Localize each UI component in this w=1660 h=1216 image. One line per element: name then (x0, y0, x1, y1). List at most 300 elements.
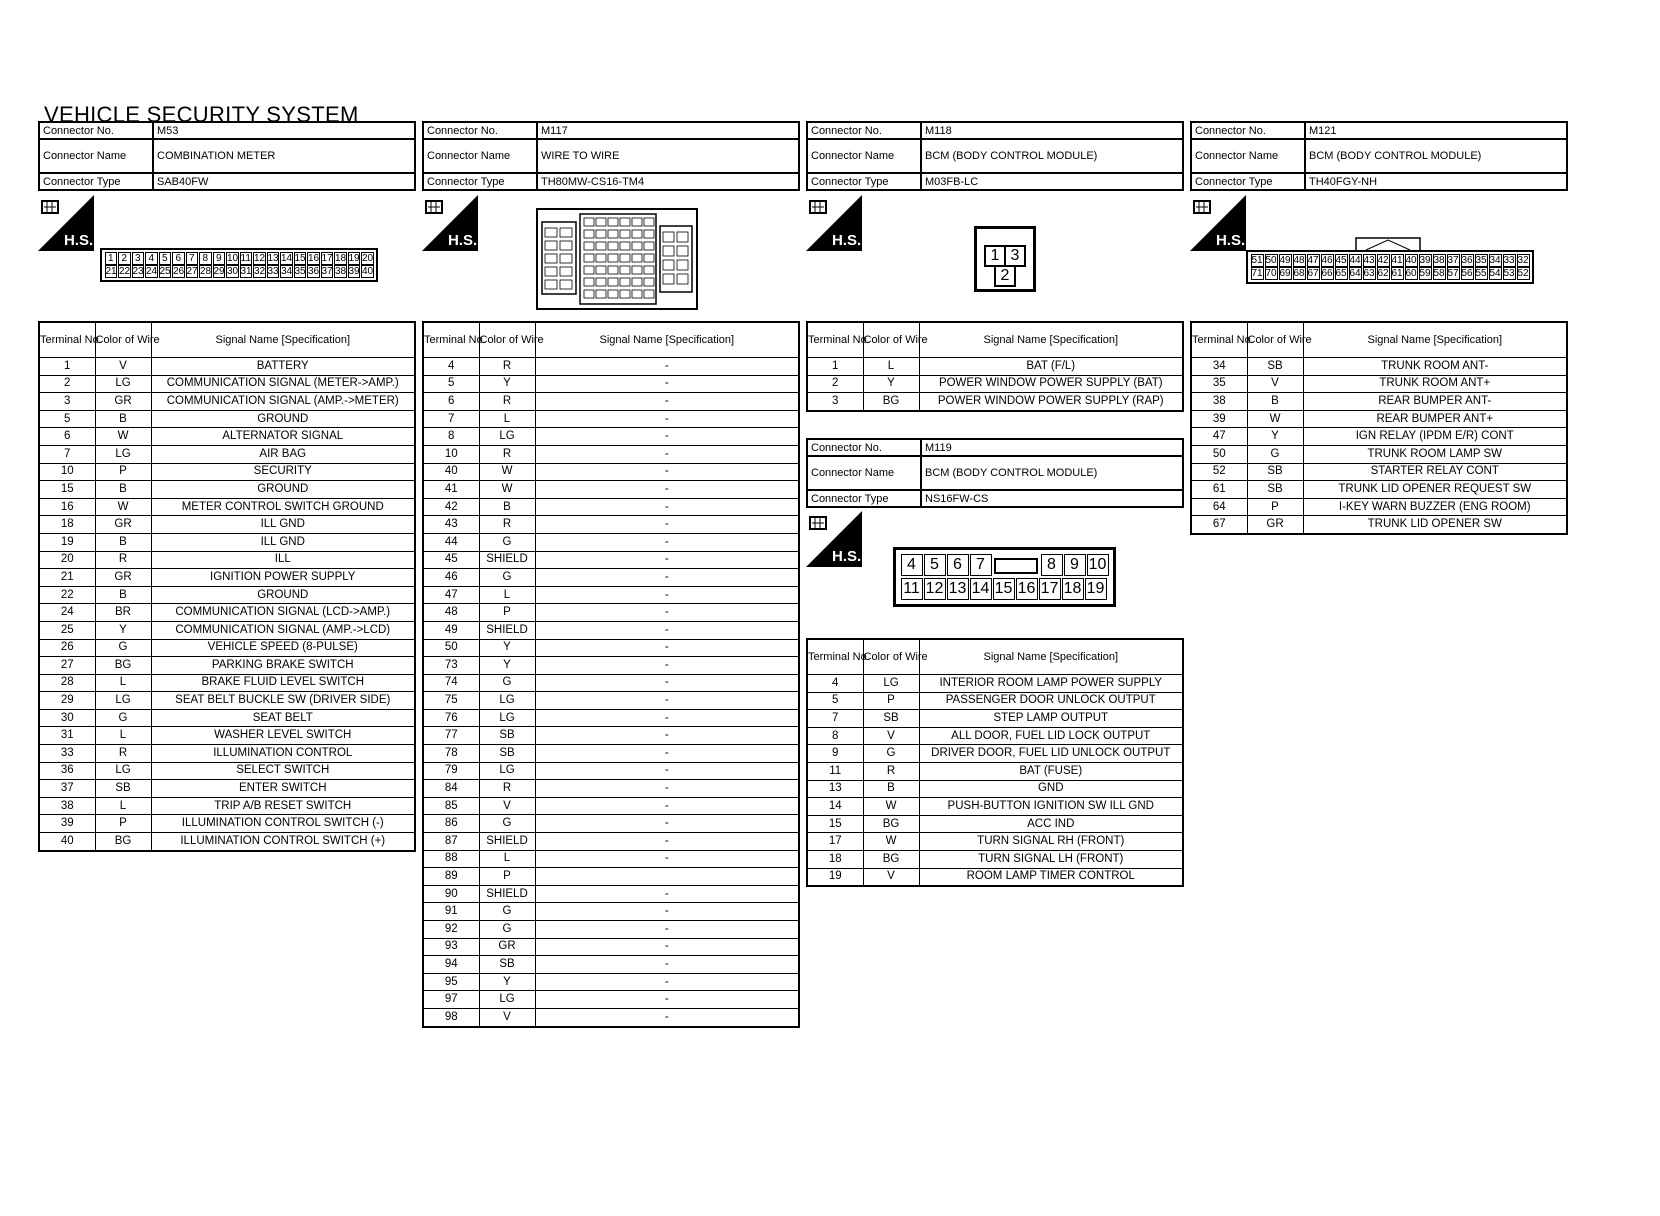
table-row (39, 639, 415, 657)
pin-number: 43 (1363, 255, 1375, 266)
terminal-no: 6 (39, 428, 95, 446)
terminal-no: 61 (1191, 481, 1247, 499)
wire-color: G (863, 745, 919, 763)
table-row (39, 833, 415, 851)
pin-number: 22 (119, 266, 131, 277)
pin-number: 37 (321, 266, 333, 277)
terminal-no: 67 (1191, 516, 1247, 534)
pin-number: 3 (132, 252, 145, 265)
terminal-no: 39 (39, 815, 95, 833)
table-row (39, 375, 415, 393)
terminal-no: 9 (807, 745, 863, 763)
pin-number: 1 (105, 252, 118, 265)
terminal-no: 15 (807, 815, 863, 833)
signal-name: - (535, 481, 799, 499)
table-row (423, 745, 799, 763)
table-row (39, 393, 415, 411)
wire-color: L (95, 797, 151, 815)
pin-number: 8 (199, 252, 212, 265)
pin-number: 38 (1433, 255, 1445, 266)
pin-number: 45 (1335, 255, 1347, 266)
signal-name: BAT (F/L) (919, 358, 1183, 376)
pin-number: 25 (159, 266, 171, 277)
col-terminal: Terminal No. (39, 322, 95, 358)
terminal-no: 47 (423, 586, 479, 604)
pin-number: 49 (1279, 255, 1291, 266)
col-signal: Signal Name [Specification] (919, 639, 1183, 675)
info-value: BCM (BODY CONTROL MODULE) (921, 456, 1183, 490)
wire-color: W (95, 498, 151, 516)
table-row (423, 833, 799, 851)
table-row (423, 956, 799, 974)
info-row (1191, 173, 1567, 190)
info-label: Connector No. (423, 122, 537, 139)
table-row (39, 657, 415, 675)
info-value: M118 (921, 122, 1183, 139)
table-row (423, 551, 799, 569)
terminal-table (1190, 321, 1568, 535)
pin-number: 31 (240, 266, 252, 277)
pin-number: 38 (335, 266, 347, 277)
signal-name: - (535, 833, 799, 851)
terminal-no: 10 (39, 463, 95, 481)
wire-color: SHIELD (479, 551, 535, 569)
hs-label: H.S. (832, 548, 862, 565)
info-row (423, 122, 799, 139)
wire-color: W (863, 833, 919, 851)
connector-info-table (1190, 121, 1568, 191)
harness-side-icon (422, 195, 478, 251)
info-label: Connector No. (807, 122, 921, 139)
pin-number: 57 (1447, 268, 1459, 279)
wire-color: BR (95, 604, 151, 622)
signal-name: - (535, 586, 799, 604)
wire-color: LG (479, 991, 535, 1009)
table-row (423, 498, 799, 516)
pin-number: 29 (213, 266, 225, 277)
info-row (807, 490, 1183, 507)
wire-color: BG (863, 393, 919, 411)
signal-name: TRUNK LID OPENER REQUEST SW (1303, 481, 1567, 499)
terminal-no: 26 (39, 639, 95, 657)
wire-color: LG (479, 709, 535, 727)
terminal-no: 45 (423, 551, 479, 569)
terminal-no: 19 (807, 868, 863, 886)
signal-name: - (535, 445, 799, 463)
wire-color: Y (1247, 428, 1303, 446)
wire-color: GR (95, 516, 151, 534)
terminal-no: 38 (39, 797, 95, 815)
wire-color: P (95, 463, 151, 481)
terminal-no: 5 (39, 410, 95, 428)
signal-name: SEAT BELT (151, 709, 415, 727)
signal-name: IGN RELAY (IPDM E/R) CONT (1303, 428, 1567, 446)
wire-color: B (1247, 393, 1303, 411)
table-row (423, 586, 799, 604)
table-row (807, 675, 1183, 693)
signal-name: ILL (151, 551, 415, 569)
wire-color: Y (479, 375, 535, 393)
terminal-no: 30 (39, 709, 95, 727)
table-row (423, 762, 799, 780)
table-row (423, 604, 799, 622)
connector-latch (994, 558, 1038, 574)
table-row (807, 393, 1183, 411)
wire-color: L (479, 410, 535, 428)
col-color: Color of Wire (1247, 322, 1303, 358)
signal-name: - (535, 639, 799, 657)
signal-name: ILL GND (151, 516, 415, 534)
pin-number: 27 (186, 266, 198, 277)
terminal-no: 46 (423, 569, 479, 587)
col-terminal: Terminal No. (807, 639, 863, 675)
signal-name: ILLUMINATION CONTROL SWITCH (-) (151, 815, 415, 833)
pin-number: 11 (901, 578, 923, 600)
pin-number: 3 (1006, 245, 1026, 267)
info-label: Connector Type (1191, 173, 1305, 190)
table-row (807, 780, 1183, 798)
pin-number: 23 (132, 266, 144, 277)
pin-number: 67 (1307, 268, 1319, 279)
wire-color: R (479, 358, 535, 376)
col-signal: Signal Name [Specification] (151, 322, 415, 358)
wire-color: W (863, 798, 919, 816)
info-value: BCM (BODY CONTROL MODULE) (921, 139, 1183, 173)
pin-number: 16 (1016, 578, 1038, 600)
wire-color: B (95, 410, 151, 428)
terminal-no: 17 (807, 833, 863, 851)
wire-color: BG (863, 815, 919, 833)
table-row (39, 498, 415, 516)
col-signal: Signal Name [Specification] (1303, 322, 1567, 358)
harness-side-icon (806, 195, 862, 251)
pin-number: 14 (970, 578, 992, 600)
signal-name: - (535, 797, 799, 815)
wire-color: P (1247, 498, 1303, 516)
pin-number: 40 (362, 266, 374, 277)
table-row (423, 727, 799, 745)
terminal-no: 36 (39, 762, 95, 780)
pin-number: 63 (1363, 268, 1375, 279)
signal-name: - (535, 903, 799, 921)
pin-number: 54 (1489, 268, 1501, 279)
terminal-no: 85 (423, 797, 479, 815)
pin-number: 10 (227, 253, 239, 264)
wire-color: LG (95, 445, 151, 463)
info-label: Connector Name (423, 139, 537, 173)
signal-name: - (535, 533, 799, 551)
hs-label: H.S. (448, 232, 478, 249)
signal-name: ILL GND (151, 533, 415, 551)
terminal-no: 42 (423, 498, 479, 516)
signal-name: METER CONTROL SWITCH GROUND (151, 498, 415, 516)
pin-number: 39 (1419, 255, 1431, 266)
pin-number: 32 (1517, 255, 1529, 266)
table-row (39, 586, 415, 604)
signal-name: COMMUNICATION SIGNAL (AMP.->LCD) (151, 621, 415, 639)
wire-color: LG (95, 692, 151, 710)
terminal-no: 44 (423, 533, 479, 551)
signal-name: - (535, 393, 799, 411)
signal-name: ROOM LAMP TIMER CONTROL (919, 868, 1183, 886)
signal-name: - (535, 569, 799, 587)
wire-color: L (479, 586, 535, 604)
pin-number: 13 (947, 578, 969, 600)
signal-name: - (535, 1008, 799, 1026)
table-row (423, 639, 799, 657)
table-row (39, 780, 415, 798)
pin-number: 12 (924, 578, 946, 600)
pin-number: 16 (308, 253, 320, 264)
pin-number: 10 (1087, 554, 1109, 576)
table-row (39, 533, 415, 551)
table-row (39, 745, 415, 763)
pin-number: 46 (1321, 255, 1333, 266)
col-color: Color of Wire (479, 322, 535, 358)
signal-name: - (535, 850, 799, 868)
terminal-no: 33 (39, 745, 95, 763)
info-label: Connector No. (39, 122, 153, 139)
info-value: M119 (921, 439, 1183, 456)
table-row (807, 358, 1183, 376)
connector-face-m117 (536, 208, 698, 310)
wire-color: BG (95, 833, 151, 851)
signal-name: ALL DOOR, FUEL LID LOCK OUTPUT (919, 727, 1183, 745)
terminal-no: 6 (423, 393, 479, 411)
pin-number: 28 (200, 266, 212, 277)
connector-info-table (806, 438, 1184, 508)
wire-color: G (479, 533, 535, 551)
hs-label: H.S. (832, 232, 862, 249)
terminal-no: 22 (39, 586, 95, 604)
wire-color: SB (863, 710, 919, 728)
terminal-no: 52 (1191, 463, 1247, 481)
table-row (423, 692, 799, 710)
pin-number: 53 (1503, 268, 1515, 279)
wire-color: G (95, 709, 151, 727)
signal-name: - (535, 938, 799, 956)
col-terminal: Terminal No. (807, 322, 863, 358)
pin-number: 11 (240, 253, 251, 264)
table-row (423, 903, 799, 921)
pin-number: 55 (1475, 268, 1487, 279)
wire-color: SB (479, 745, 535, 763)
pin-number: 19 (1085, 578, 1107, 600)
wire-color: B (479, 498, 535, 516)
terminal-table-header (807, 639, 1183, 675)
terminal-no: 29 (39, 692, 95, 710)
terminal-no: 1 (39, 358, 95, 376)
pin-number: 59 (1419, 268, 1431, 279)
wire-color: GR (95, 569, 151, 587)
pin-number: 62 (1377, 268, 1389, 279)
table-row (423, 657, 799, 675)
table-row (1191, 393, 1567, 411)
signal-name: TRIP A/B RESET SWITCH (151, 797, 415, 815)
signal-name: BRAKE FLUID LEVEL SWITCH (151, 674, 415, 692)
table-row (807, 833, 1183, 851)
info-row (1191, 122, 1567, 139)
signal-name: IGNITION POWER SUPPLY (151, 569, 415, 587)
wire-color: SB (1247, 481, 1303, 499)
signal-name: SECURITY (151, 463, 415, 481)
terminal-no: 50 (423, 639, 479, 657)
table-row (423, 428, 799, 446)
table-row (423, 358, 799, 376)
terminal-no: 27 (39, 657, 95, 675)
info-label: Connector Name (1191, 139, 1305, 173)
terminal-no: 14 (807, 798, 863, 816)
info-label: Connector Name (807, 456, 921, 490)
signal-name (535, 868, 799, 886)
pin-row (900, 578, 1109, 600)
pin-number: 19 (348, 253, 360, 264)
col-color: Color of Wire (863, 639, 919, 675)
signal-name: - (535, 674, 799, 692)
terminal-table (806, 321, 1184, 412)
table-row (423, 445, 799, 463)
wire-color: Y (479, 973, 535, 991)
pin-number: 35 (294, 266, 306, 277)
pin-number: 69 (1279, 268, 1291, 279)
signal-name: COMMUNICATION SIGNAL (METER->AMP.) (151, 375, 415, 393)
signal-name: TRUNK ROOM ANT+ (1303, 375, 1567, 393)
signal-name: - (535, 885, 799, 903)
table-row (807, 710, 1183, 728)
table-row (1191, 375, 1567, 393)
signal-name: COMMUNICATION SIGNAL (AMP.->METER) (151, 393, 415, 411)
terminal-no: 47 (1191, 428, 1247, 446)
terminal-no: 95 (423, 973, 479, 991)
signal-name: GND (919, 780, 1183, 798)
signal-name: AIR BAG (151, 445, 415, 463)
table-row (39, 727, 415, 745)
table-row (423, 375, 799, 393)
terminal-no: 94 (423, 956, 479, 974)
pin-number: 13 (267, 253, 279, 264)
info-value: SAB40FW (153, 173, 415, 190)
pin-row (104, 252, 374, 265)
terminal-no: 48 (423, 604, 479, 622)
signal-name: COMMUNICATION SIGNAL (LCD->AMP.) (151, 604, 415, 622)
terminal-no: 84 (423, 780, 479, 798)
pin-number: 71 (1251, 268, 1263, 279)
terminal-no: 3 (807, 393, 863, 411)
terminal-no: 28 (39, 674, 95, 692)
signal-name: POWER WINDOW POWER SUPPLY (RAP) (919, 393, 1183, 411)
hs-label: H.S. (64, 232, 94, 249)
wire-color: W (479, 481, 535, 499)
col-terminal: Terminal No. (423, 322, 479, 358)
table-row (39, 569, 415, 587)
terminal-table (422, 321, 800, 1028)
wire-color: P (479, 868, 535, 886)
wire-color: W (95, 428, 151, 446)
page-title: VEHICLE SECURITY SYSTEM (44, 102, 359, 127)
connector-info-table (422, 121, 800, 191)
wire-color: G (95, 639, 151, 657)
info-label: Connector Name (807, 139, 921, 173)
signal-name: TURN SIGNAL LH (FRONT) (919, 850, 1183, 868)
pin-number: 35 (1475, 255, 1487, 266)
info-row (1191, 139, 1567, 173)
table-row (807, 727, 1183, 745)
wire-color: Y (95, 621, 151, 639)
terminal-no: 64 (1191, 498, 1247, 516)
wire-color: LG (95, 375, 151, 393)
harness-side-icon (806, 511, 862, 567)
wire-color: V (863, 868, 919, 886)
table-row (807, 692, 1183, 710)
pin-number: 14 (281, 253, 293, 264)
terminal-no: 97 (423, 991, 479, 1009)
pin-number: 64 (1349, 268, 1361, 279)
terminal-no: 24 (39, 604, 95, 622)
signal-name: BAT (FUSE) (919, 762, 1183, 780)
table-row (1191, 410, 1567, 428)
pin-number: 15 (294, 253, 306, 264)
connector-face-m53 (100, 248, 378, 282)
pin-number: 7 (970, 554, 992, 576)
terminal-no: 3 (39, 393, 95, 411)
pin-number: 36 (308, 266, 320, 277)
signal-name: - (535, 621, 799, 639)
signal-name: ENTER SWITCH (151, 780, 415, 798)
signal-name: - (535, 921, 799, 939)
pin-number: 41 (1391, 255, 1403, 266)
info-value: TH80MW-CS16-TM4 (537, 173, 799, 190)
table-row (423, 815, 799, 833)
wire-color: LG (479, 692, 535, 710)
table-row (1191, 498, 1567, 516)
signal-name: GROUND (151, 586, 415, 604)
info-row (39, 139, 415, 173)
terminal-table-header (1191, 322, 1567, 358)
pin-number: 58 (1433, 268, 1445, 279)
terminal-no: 4 (807, 675, 863, 693)
signal-name: - (535, 727, 799, 745)
pin-number: 12 (254, 253, 266, 264)
pin-number: 4 (901, 554, 923, 576)
signal-name: GROUND (151, 481, 415, 499)
pin-number: 5 (159, 252, 172, 265)
wire-color: Y (479, 639, 535, 657)
info-label: Connector No. (1191, 122, 1305, 139)
terminal-table-header (39, 322, 415, 358)
wire-color: V (1247, 375, 1303, 393)
table-row (39, 410, 415, 428)
wire-color: P (863, 692, 919, 710)
terminal-no: 43 (423, 516, 479, 534)
table-row (423, 991, 799, 1009)
table-row (39, 463, 415, 481)
table-row (39, 481, 415, 499)
pin-row (1250, 267, 1530, 280)
pin-number: 52 (1517, 268, 1529, 279)
wire-color: P (95, 815, 151, 833)
table-row (807, 762, 1183, 780)
table-row (423, 481, 799, 499)
info-label: Connector Type (807, 173, 921, 190)
table-row (1191, 481, 1567, 499)
wire-color: G (479, 921, 535, 939)
info-value: BCM (BODY CONTROL MODULE) (1305, 139, 1567, 173)
table-row (423, 410, 799, 428)
col-color: Color of Wire (95, 322, 151, 358)
table-row (423, 621, 799, 639)
terminal-no: 18 (39, 516, 95, 534)
table-row (39, 692, 415, 710)
